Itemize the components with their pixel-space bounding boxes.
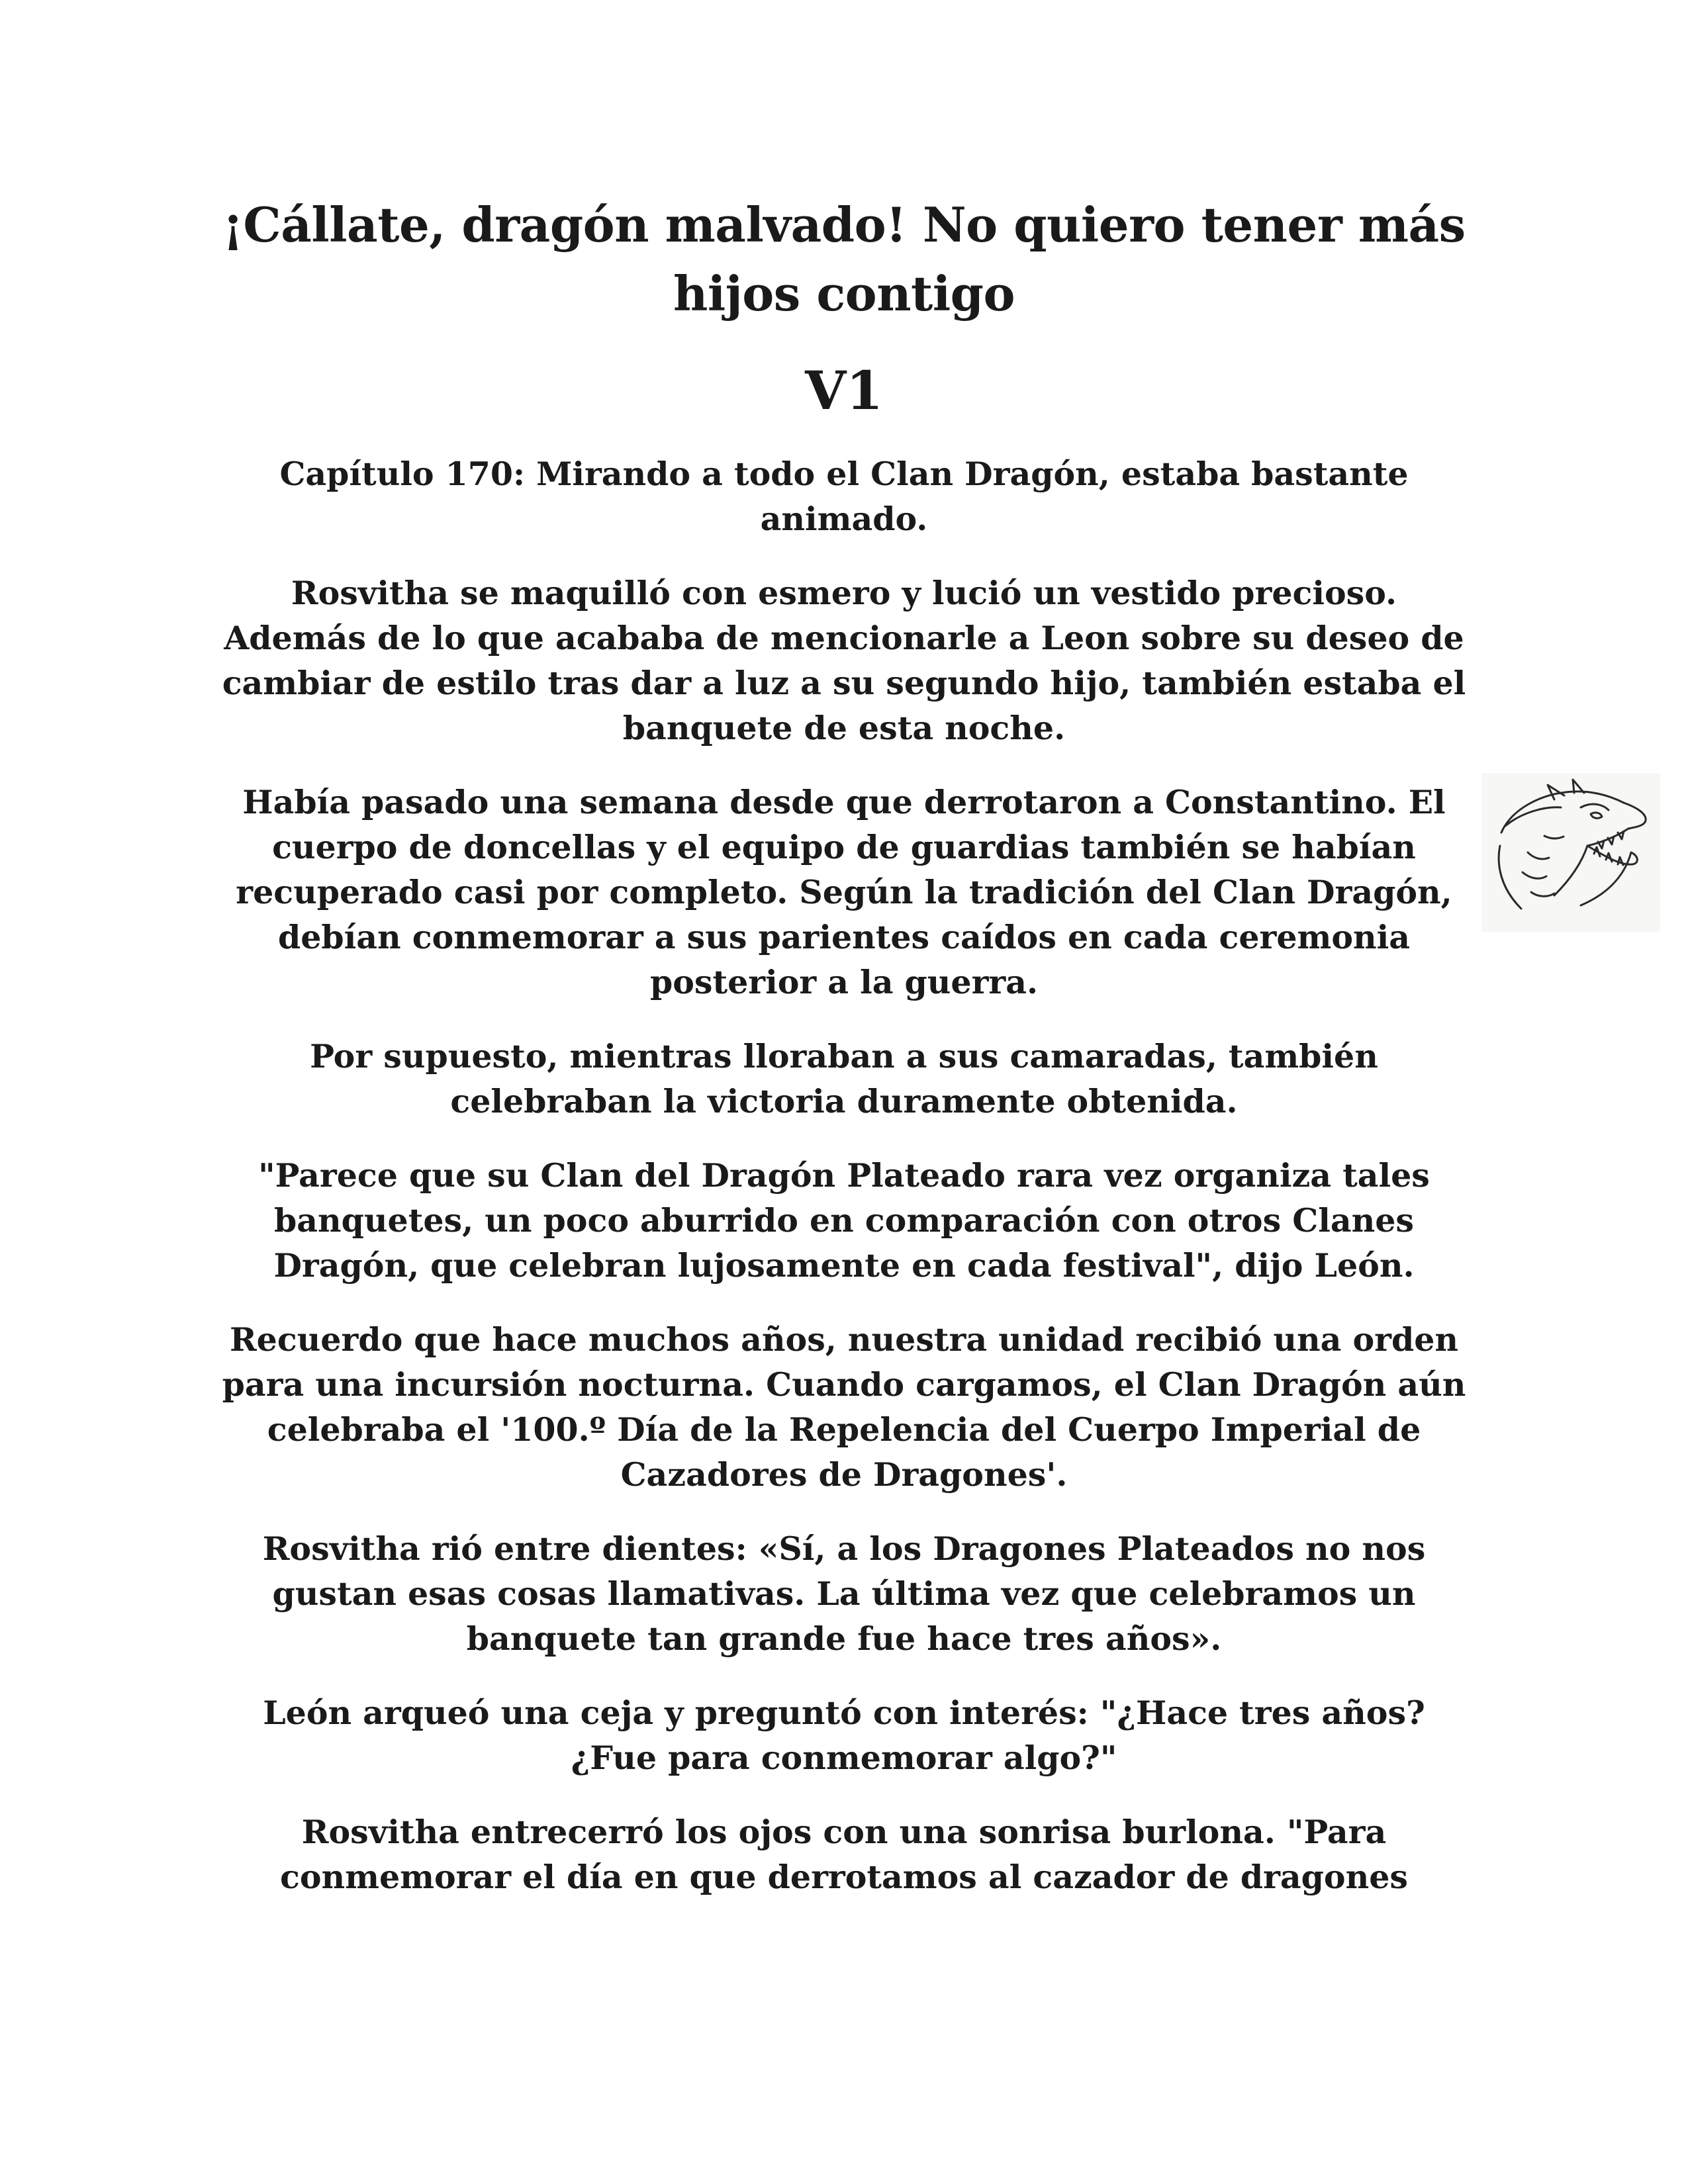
document-body (218, 451, 1470, 1929)
paragraph: Rosvitha entrecerró los ojos con una sonrisa burlona. "Para conmemorar el día en que derrotamos al cazador de dragones (279, 1813, 1409, 1896)
paragraph: Por supuesto, mientras lloraban a sus camaradas, también celebraban la victoria duramente obtenida. (310, 1037, 1378, 1120)
chapter-heading: Capítulo 170: Mirando a todo el Clan Dragón, estaba bastante animado. (279, 455, 1409, 538)
paragraph: "Parece que su Clan del Dragón Plateado rara vez organiza tales banquetes, un poco aburrido en comparación con otros Clanes Dragón, que celebran lujosamente en cada festival", dijo León. (258, 1156, 1430, 1285)
paragraph: Había pasado una semana desde que derrotaron a Constantino. El cuerpo de doncellas y el equipo de guardias también se habían recuperado casi por completo. Según la tradición del Clan Dragón, debían conmemorar a sus parientes caídos en cada ceremonia posterior a la guerra. (236, 783, 1452, 1001)
paragraph: León arqueó una ceja y preguntó con interés: "¿Hace tres años? ¿Fue para conmemorar algo?" (263, 1694, 1425, 1777)
document-title: ¡Cállate, dragón malvado! No quiero tener más hijos contigo (222, 197, 1466, 322)
paragraph: Rosvitha se maquilló con esmero y lució un vestido precioso. Además de lo que acababa de mencionarle a Leon sobre su deseo de cambiar de estilo tras dar a luz a su segundo hijo, también estaba el banquete de esta noche. (222, 574, 1466, 747)
paragraph: Recuerdo que hace muchos años, nuestra unidad recibió una orden para una incursión nocturna. Cuando cargamos, el Clan Dragón aún celebraba el '100.º Día de la Repelencia del Cuerpo Imperial de Cazadores de Dragones'. (222, 1320, 1466, 1494)
dragon-head-sketch-icon (1481, 773, 1660, 932)
paragraph: Rosvitha rió entre dientes: «Sí, a los Dragones Plateados no nos gustan esas cosas llamativas. La última vez que celebramos un banquete tan grande fue hace tres años». (262, 1529, 1426, 1658)
volume-label: V1 (805, 359, 883, 422)
